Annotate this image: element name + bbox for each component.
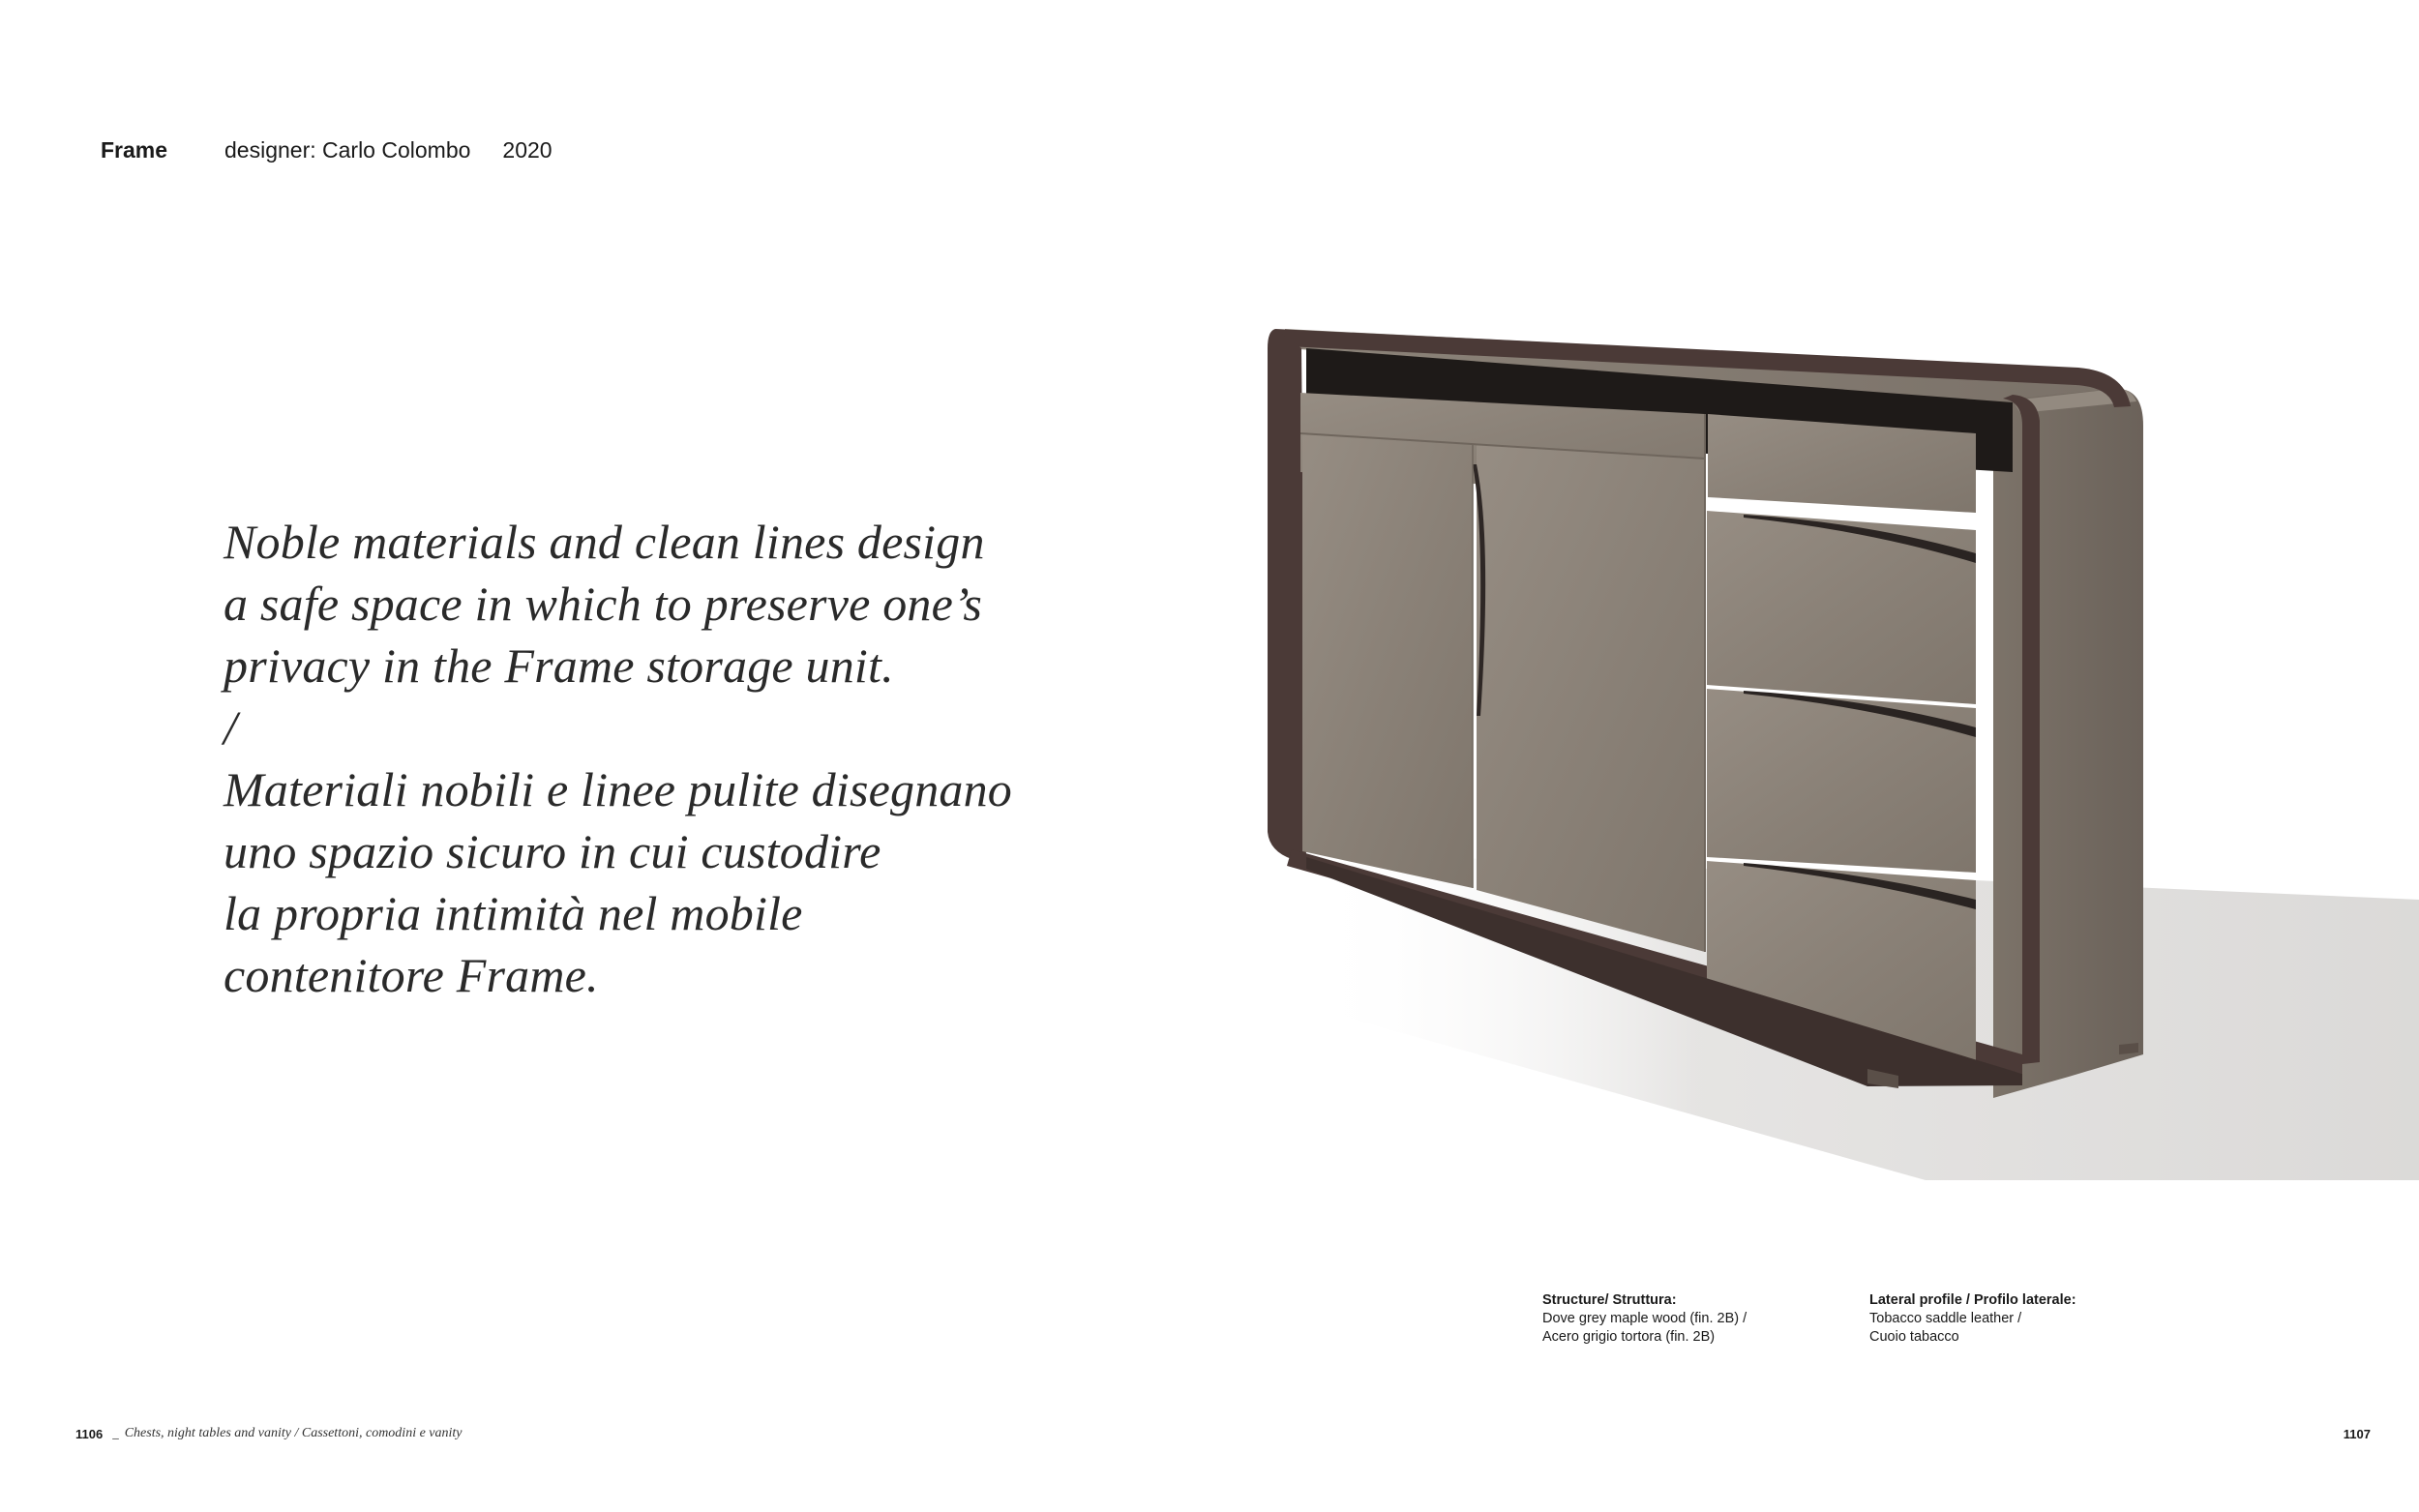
quote-line: uno spazio sicuro in cui custodire bbox=[224, 824, 881, 878]
spec-lateral-profile bbox=[1869, 1291, 2196, 1347]
quote-separator: / bbox=[224, 700, 238, 755]
spec-line: Dove grey maple wood (fin. 2B) / bbox=[1542, 1311, 1747, 1326]
drawer-2 bbox=[1707, 689, 1976, 873]
page-footer bbox=[75, 1422, 2371, 1445]
quote-line: Noble materials and clean lines design bbox=[224, 515, 985, 569]
quote-line: Materiali nobili e linee pulite disegnano bbox=[224, 762, 1013, 816]
product-name: Frame bbox=[101, 136, 168, 163]
product-quote bbox=[224, 511, 1094, 1006]
footer-separator: _ bbox=[112, 1426, 119, 1440]
spec-structure bbox=[1542, 1291, 1869, 1347]
quote-line: a safe space in which to preserve one’s bbox=[224, 577, 983, 631]
left-door bbox=[1302, 433, 1473, 888]
spec-line: Cuoio tabacco bbox=[1869, 1329, 1959, 1345]
spec-line: Acero grigio tortora (fin. 2B) bbox=[1542, 1329, 1716, 1345]
quote-line: la propria intimità nel mobile bbox=[224, 886, 803, 940]
product-image bbox=[1248, 310, 2419, 1209]
centre-door bbox=[1477, 445, 1705, 952]
foot bbox=[2119, 1043, 2138, 1054]
year: 2020 bbox=[502, 136, 552, 163]
sideboard-side bbox=[1993, 389, 2143, 1098]
drawer-1 bbox=[1707, 511, 1976, 704]
material-specs bbox=[1542, 1291, 2196, 1347]
section-title: Chests, night tables and vanity / Cassettoni, comodini e vanity bbox=[124, 1426, 463, 1440]
spec-title: Lateral profile / Profilo laterale: bbox=[1869, 1292, 2076, 1308]
sideboard-illustration bbox=[1248, 310, 2419, 1209]
quote-line: contenitore Frame. bbox=[224, 948, 599, 1002]
spec-title: Structure/ Struttura: bbox=[1542, 1292, 1677, 1308]
designer-credit: designer: Carlo Colombo bbox=[224, 136, 471, 163]
page-header bbox=[101, 133, 552, 166]
page-number-left: 1106 bbox=[75, 1426, 104, 1441]
quote-line: privacy in the Frame storage unit. bbox=[224, 638, 894, 693]
spec-line: Tobacco saddle leather / bbox=[1869, 1311, 2022, 1326]
page-number-right: 1107 bbox=[2343, 1426, 2371, 1441]
